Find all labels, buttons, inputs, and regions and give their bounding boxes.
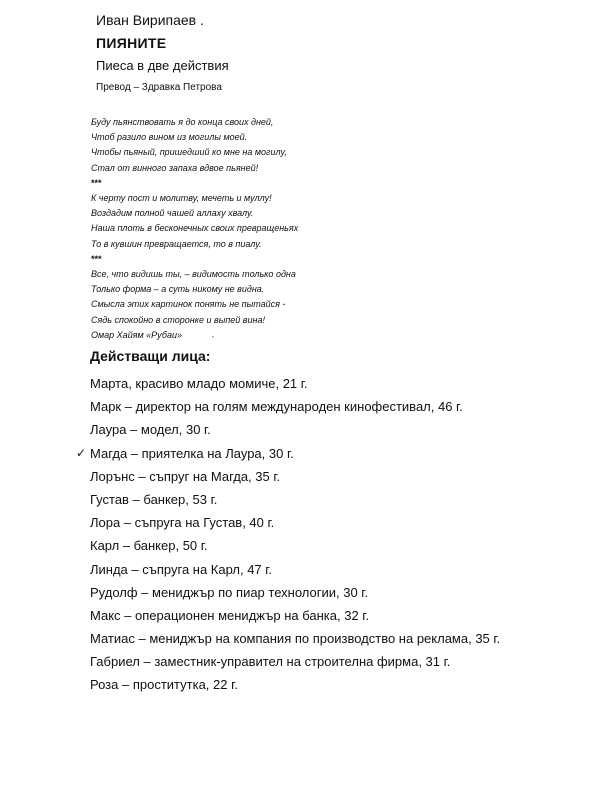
cast-list: [76, 372, 501, 697]
epigraph: [91, 115, 298, 343]
epigraph-line: Воздадим полной чашей аллаху хвалу.: [91, 208, 254, 219]
cast-item: Карл – банкер, 50 г.: [90, 538, 208, 554]
epigraph-line: Смысла этих картинок понять не пытайся -: [91, 299, 286, 310]
cast-item: Лаура – модел, 30 г.: [90, 422, 211, 438]
checkmark-icon: ✓: [76, 445, 87, 460]
epigraph-separator: ***: [91, 177, 102, 188]
epigraph-line: Чтобы пьяный, пришедший ко мне на могилу,: [91, 147, 287, 158]
epigraph-attribution: Омар Хайям «Рубаи»: [91, 329, 182, 340]
cast-item: Рудолф – мениджър по пиар технологии, 30 г.: [90, 584, 369, 600]
epigraph-line: Наша плоть в бесконечных своих превращеньях: [91, 223, 299, 234]
epigraph-line: Все, что видишь ты, – видимость только одна: [91, 269, 296, 280]
cast-item: Густав – банкер, 53 г.: [90, 491, 218, 507]
cast-item: Макс – операционен мениджър на банка, 32 г.: [90, 607, 370, 623]
cast-heading: Действащи лица:: [90, 348, 211, 364]
epigraph-line: То в кувшин превращается, то в пиалу.: [91, 238, 262, 249]
epigraph-line: К черту пост и молитву, мечеть и муллу!: [91, 193, 272, 204]
cast-item-marked: [76, 442, 500, 465]
epigraph-line: Чтоб разило вином из могилы моей.: [91, 132, 248, 143]
play-subtitle: Пиеса в две действия: [96, 58, 229, 73]
cast-item-text: Магда – приятелка на Лаура, 30 г.: [90, 445, 294, 461]
cast-item: Габриел – заместник-управител на строителна фирма, 31 г.: [90, 654, 451, 670]
epigraph-line: Сядь спокойно в сторонке и выпей вина!: [91, 314, 265, 325]
translator-credit: Превод – Здравка Петрова: [96, 82, 222, 93]
cast-item: Матиас – мениджър на компания по производство на реклама, 35 г.: [90, 631, 501, 647]
epigraph-separator: ***: [91, 253, 102, 264]
play-title: ПИЯНИТЕ: [96, 35, 167, 51]
cast-item: Роза – проститутка, 22 г.: [90, 677, 238, 693]
epigraph-line: Только форма – а суть никому не видна.: [91, 284, 265, 295]
cast-item: Лора – съпруга на Густав, 40 г.: [90, 515, 275, 531]
cast-item: Марта, красиво младо момиче, 21 г.: [90, 376, 308, 391]
epigraph-line: Стал от винного запаха вдвое пьяней!: [91, 162, 259, 173]
cast-item: Линда – съпруга на Карл, 47 г.: [90, 561, 273, 577]
author-name: Иван Вирипаев .: [96, 12, 204, 28]
scan-speck: ’: [212, 335, 214, 344]
cast-item: Марк – директор на голям международен кинофестивал, 46 г.: [90, 399, 463, 415]
epigraph-line: Буду пьянствовать я до конца своих дней,: [91, 117, 274, 127]
cast-item: Лорънс – съпруг на Магда, 35 г.: [90, 468, 281, 484]
